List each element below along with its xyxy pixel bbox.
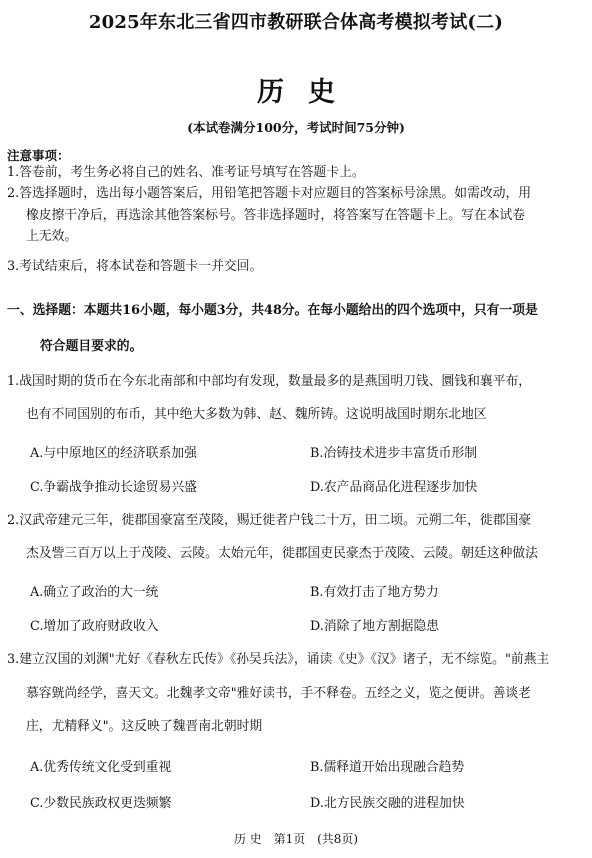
question-2-option-a: A.确立了政治的大一统 xyxy=(30,585,159,600)
notes-title: 注意事项： xyxy=(7,148,70,163)
question-3-stem-line-3: 庄，尤精释义"。这反映了魏晋南北朝时期 xyxy=(26,719,263,734)
question-1-option-a: A.与中原地区的经济联系加强 xyxy=(30,446,197,461)
note-item-3: 3.考试结束后，将本试卷和答题卡一并交回。 xyxy=(7,259,263,274)
note-item-2: 2.答选择题时，选出每小题答案后，用铅笔把答题卡对应题目的答案标号涂黑。如需改动，用 xyxy=(7,186,532,201)
question-2-option-d: D.消除了地方割据隐患 xyxy=(310,619,440,634)
section-heading: 一、选择题：本题共16小题，每小题3分，共48分。在每小题给出的四个选项中，只有一项是 xyxy=(7,303,538,318)
question-2-stem-line-2: 杰及訾三百万以上于茂陵、云陵。太始元年，徙郡国吏民豪杰于茂陵、云陵。朝廷这种做法 xyxy=(26,546,538,561)
question-3-option-d: D.北方民族交融的进程加快 xyxy=(310,796,465,811)
footer-subject: 历 史 xyxy=(233,832,262,846)
question-1-stem-line-1: 1.战国时期的货币在今东北南部和中部均有发现，数量最多的是燕国明刀钱、圜钱和襄平布， xyxy=(7,374,532,389)
question-1-stem-line-2: 也有不同国别的布币，其中绝大多数为韩、赵、魏所铸。这说明战国时期东北地区 xyxy=(26,407,487,422)
question-2-stem-line-1: 2.汉武帝建元三年，徙郡国豪富至茂陵，赐迁徙者户钱二十万，田二顷。元朔二年，徙郡国豪 xyxy=(7,513,532,528)
note-item-2-cont: 橡皮擦干净后，再选涂其他答案标号。答非选择题时，将答案写在答题卡上。写在本试卷 xyxy=(26,208,526,223)
footer-total-pages: (共8页) xyxy=(317,832,359,846)
exam-info: (本试卷满分100分，考试时间75分钟) xyxy=(187,120,405,135)
question-3-stem-line-1: 3.建立汉国的刘渊"尤好《春秋左氏传》《孙吴兵法》，诵读《史》《汉》诸子，无不综览。"前燕主 xyxy=(7,652,550,667)
question-3-option-b: B.儒释道开始出现融合趋势 xyxy=(310,760,465,775)
question-1-option-c: C.争霸战争推动长途贸易兴盛 xyxy=(30,480,197,495)
note-item-1: 1.答卷前，考生务必将自己的姓名、准考证号填写在答题卡上。 xyxy=(7,165,365,180)
page-footer xyxy=(0,830,592,847)
question-1-option-b: B.冶铸技术进步丰富货币形制 xyxy=(310,446,478,461)
section-heading-cont: 符合题目要求的。 xyxy=(40,339,143,354)
question-3-option-a: A.优秀传统文化受到重视 xyxy=(30,760,172,775)
footer-page-number: 第1页 xyxy=(273,832,306,846)
question-3-stem-line-2: 慕容皝尚经学，喜天文。北魏孝文帝"雅好读书，手不释卷。五经之义，览之便讲。善谈老 xyxy=(26,686,531,701)
question-2-option-c: C.增加了政府财政收入 xyxy=(30,619,159,634)
question-3-option-c: C.少数民族政权更迭频繁 xyxy=(30,796,172,811)
question-1-option-d: D.农产品商品化进程逐步加快 xyxy=(310,480,478,495)
subject-title: 历史 xyxy=(257,77,359,108)
note-item-2-cont2: 上无效。 xyxy=(26,229,78,244)
exam-title: 2025年东北三省四市教研联合体高考模拟考试(二) xyxy=(88,12,504,33)
question-2-option-b: B.有效打击了地方势力 xyxy=(310,585,439,600)
